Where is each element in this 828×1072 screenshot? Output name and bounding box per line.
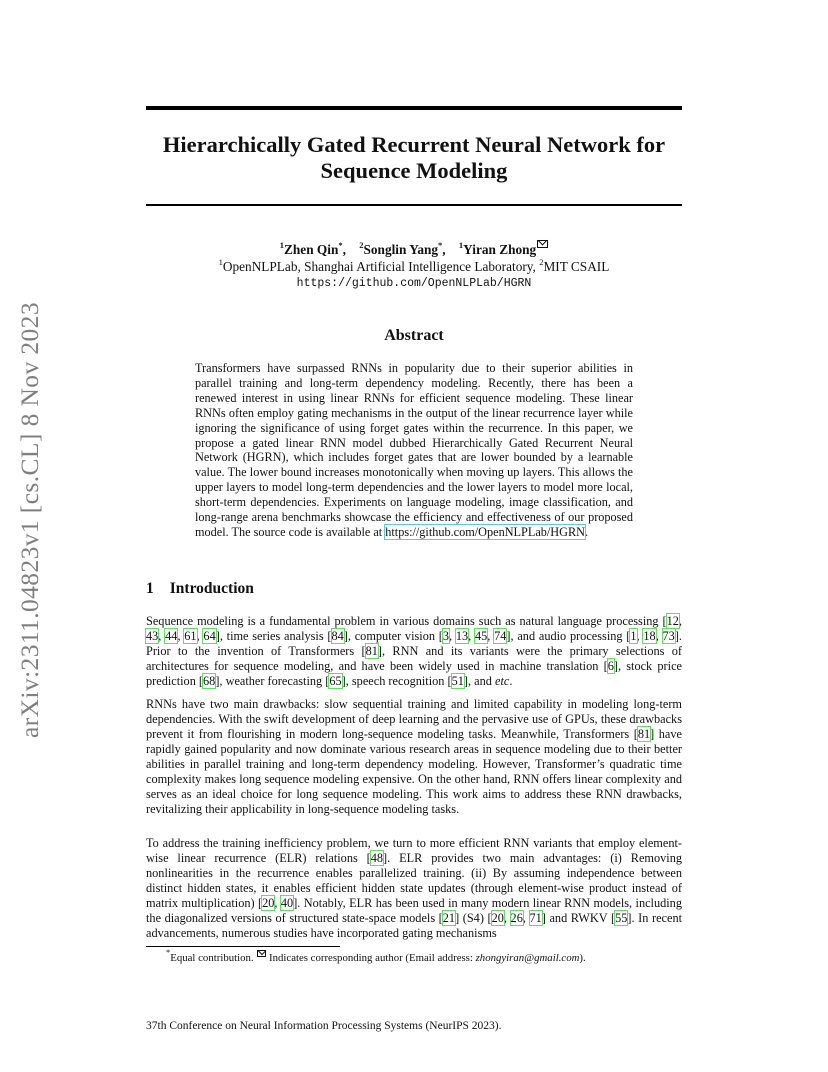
paragraph-text: RNNs have two main drawbacks: slow sequential training and limited capability in modeling long-term dependencies. With the swift development of deep learning and the pervasive use of GPUs, these drawbacks prevent it from flourishing in modern long-sequence modeling tasks. Meanwhile, Transformers [: [146, 697, 682, 741]
author: $^2$Songlin Yang*,: [359, 239, 446, 257]
title-top-rule: [146, 106, 682, 110]
paragraph-text: Sequence modeling is a fundamental problem in various domains such as natural language processing [: [146, 614, 667, 628]
paragraph-text: ], and audio processing [: [506, 628, 631, 643]
conference-venue: 37th Conference on Neural Information Processing Systems (NeurIPS 2023).: [146, 1020, 502, 1032]
paragraph-text: ,: [503, 910, 511, 925]
paragraph-text: ], weather forecasting [: [215, 673, 330, 688]
citation-link[interactable]: 21: [442, 910, 456, 925]
paragraph-text: ,: [158, 628, 166, 643]
envelope-icon: [537, 240, 548, 248]
affiliations: $^1$OpenNLPLab, Shanghai Artificial Intelligence Laboratory, $^2$MIT CSAIL: [218, 256, 610, 274]
italic-text: etc: [494, 673, 510, 688]
footnote-rule: [146, 946, 340, 947]
repository-url[interactable]: https://github.com/OpenNLPLab/HGRN: [296, 277, 532, 290]
footnote: *Equal contribution. Indicates corresponding author (Email address: zhongyiran@gmail.com).: [166, 947, 586, 964]
citation-link[interactable]: 81: [365, 643, 378, 658]
paragraph-text: ], speech recognition [: [341, 673, 452, 688]
paragraph-text: ] and RWKV [: [541, 910, 616, 925]
citation-link[interactable]: 71: [529, 910, 542, 925]
citation-link[interactable]: 51: [451, 673, 464, 688]
citation-link[interactable]: 6: [607, 658, 614, 673]
paragraph-text: ], computer vision [: [343, 628, 443, 643]
paragraph-text: ,: [196, 628, 204, 643]
paper-title: [146, 132, 682, 184]
citation-link[interactable]: 73: [662, 628, 675, 643]
paragraph-text: ] (S4) [: [455, 910, 492, 925]
section-heading-introduction: 1 Introduction: [146, 580, 254, 597]
paper-title-line2: Sequence Modeling: [320, 158, 508, 183]
citation-link[interactable]: 26: [510, 910, 523, 925]
source-code-link[interactable]: https://github.com/OpenNLPLab/HGRN: [385, 524, 585, 539]
paragraph-text: ]. ELR provides two main advantages: (i) Removing nonlinearities in the recurrence enables parallelized training. (ii) By assuming independence between distinct hidden states, it enables efficient hidden state updates (through element-wise product instead of matrix multiplication) [: [146, 850, 682, 910]
citation-link[interactable]: 1: [630, 628, 637, 643]
paragraph-text: ], RNN and its variants were the primary selections of architectures for sequence modeling, and have been widely used in machine translation [: [146, 643, 682, 673]
citation-link[interactable]: 44: [165, 628, 178, 643]
citation-link[interactable]: 65: [329, 673, 342, 688]
citation-link[interactable]: 61: [184, 628, 197, 643]
paragraph-text: ], and: [463, 673, 495, 688]
paragraph-text: ,: [274, 895, 281, 910]
citation-link[interactable]: 13: [455, 628, 469, 643]
author-list: [146, 239, 682, 258]
paragraph-text: ], time series analysis [: [215, 628, 332, 643]
paragraph-text: ,: [522, 910, 530, 925]
abstract-body: Transformers have surpassed RNNs in popularity due to their superior abilities in parallel training and long-term dependency modeling. Recently, there has been a renewed interest in using linear RNNs for efficient sequence modeling. These linear RNNs often employ gating mechanisms in the output of the linear recurrence layer while ignoring the significance of using forget gates within the recurrence. In this paper, we propose a gated linear RNN model dubbed Hierarchically Gated Recurrent Neural Network (HGRN), which includes forget gates that are lower bounded by a learnable value. The lower bound increases monotonically when moving up layers. This allows the upper layers to model long-term dependencies and the lower layers to model more local, short-term dependencies. Experiments on language modeling, image classification, and long-range arena benchmarks showcase the efficiency and effectiveness of our proposed model. The source code is available at https://github.com/OpenNLPLab/HGRN.: [195, 361, 633, 539]
paragraph-text: ] have rapidly gained popularity and now dominate various research areas in sequence modeling due to their better abilities in parallel training and long-term dependency modeling. However, Transformer’s quadratic time complexity makes long sequence modeling expensive. On the other hand, RNN offers linear complexity and serves as an ideal choice for long sequence modeling. This work aims to address these RNN drawbacks, revitalizing their applicability in long-sequence modeling tasks.: [146, 726, 682, 816]
citation-link[interactable]: 84: [331, 628, 344, 643]
citation-link[interactable]: 81: [637, 726, 651, 741]
paragraph-text: ,: [468, 628, 475, 643]
arxiv-identifier-text: arXiv:2311.04823v1 [cs.CL] 8 Nov 2023: [15, 302, 44, 738]
paragraph-text: To address the training inefficiency problem, we turn to more efficient RNN variants that employ element-wise linear recurrence (ELR) relations [: [146, 836, 682, 865]
paper-title-line1: Hierarchically Gated Recurrent Neural Network for: [162, 132, 666, 157]
citation-link[interactable]: 64: [203, 628, 216, 643]
citation-link[interactable]: 55: [615, 910, 628, 925]
paragraph-text: ]. In recent advancements, numerous studies have incorporated gating mechanisms: [146, 910, 683, 940]
intro-paragraph-1: [146, 614, 682, 689]
citation-link[interactable]: 20: [491, 910, 504, 925]
email-address[interactable]: zhongyiran@gmail.com: [475, 952, 580, 964]
citation-link[interactable]: 12: [666, 614, 679, 628]
intro-paragraph-3: [146, 836, 682, 941]
author: $^1$Yiran Zhong: [459, 242, 548, 257]
citation-link[interactable]: 68: [203, 673, 216, 688]
paragraph-text: ], stock price prediction [: [146, 658, 682, 688]
paragraph-text: ,: [655, 628, 663, 643]
paragraph-text: ,: [177, 628, 185, 643]
citation-link[interactable]: 48: [370, 850, 384, 865]
intro-paragraph-2: [146, 697, 682, 817]
paragraph-text: ,: [449, 628, 456, 643]
author: $^1$Zhen Qin*,: [279, 239, 346, 257]
citation-link[interactable]: 3: [442, 628, 449, 643]
paragraph-text: .: [509, 673, 513, 688]
citation-link[interactable]: 18: [643, 628, 656, 643]
citation-link[interactable]: 20: [262, 895, 275, 910]
paragraph-text: ,: [678, 614, 682, 628]
paragraph-text: ,: [487, 628, 495, 643]
citation-link[interactable]: 40: [280, 895, 294, 910]
paragraph-text: ]. Prior to the invention of Transformers [: [146, 628, 682, 658]
paragraph-text: ,: [636, 628, 644, 643]
envelope-icon: [257, 950, 266, 957]
citation-link[interactable]: 43: [146, 628, 159, 643]
citation-link[interactable]: 45: [474, 628, 488, 643]
paragraph-text: ]. Notably, ELR has been used in many modern linear RNN models, including the diagonalized versions of structured state-space models [: [146, 895, 682, 925]
citation-link[interactable]: 74: [494, 628, 507, 643]
abstract-heading: Abstract: [384, 327, 444, 344]
title-bottom-rule: [146, 204, 682, 206]
